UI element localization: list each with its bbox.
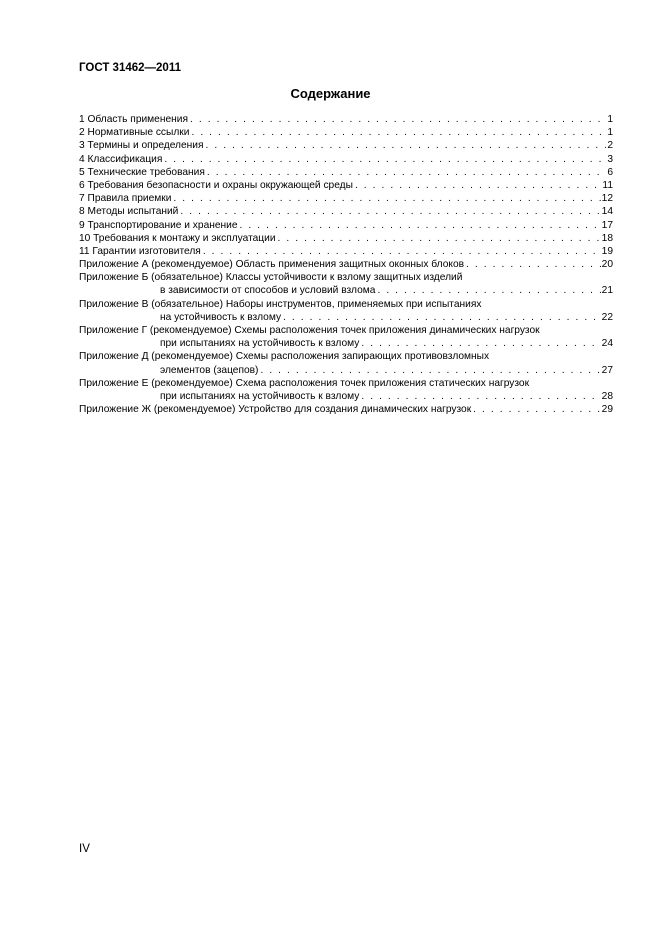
toc-page-number: 1: [607, 114, 613, 125]
toc-entry-text: Приложение Б (обязательное) Классы устойчивости к взлому защитных изделий: [79, 272, 463, 284]
page-number: IV: [79, 843, 90, 855]
toc-entry-line[interactable]: [79, 403, 613, 416]
toc-entry-line[interactable]: [79, 113, 613, 126]
toc-entry-line[interactable]: [79, 258, 613, 271]
toc-entry-line[interactable]: [79, 390, 613, 403]
toc-page-number: 29: [601, 404, 613, 416]
toc-page-number: 12: [601, 193, 613, 205]
toc-entry-line[interactable]: [79, 205, 613, 218]
toc-entry-text: элементов (зацепов): [160, 364, 259, 376]
toc-leader-dots: [205, 166, 606, 179]
toc-entry-line[interactable]: [79, 166, 613, 179]
table-of-contents: [79, 113, 613, 416]
toc-leader-dots: [375, 284, 600, 297]
toc-entry-text: 8 Методы испытаний: [79, 206, 179, 218]
toc-leader-dots: [201, 245, 601, 258]
toc-page-number: 1: [607, 127, 613, 139]
standard-code: ГОСТ 31462—2011: [79, 62, 181, 74]
toc-entry-text: при испытаниях на устойчивость к взлому: [160, 390, 360, 402]
toc-leader-dots: [281, 311, 601, 324]
toc-page-number: 19: [601, 245, 613, 257]
toc-entry-text: 11 Гарантии изготовителя: [79, 245, 201, 257]
toc-entry-text: 10 Требования к монтажу и эксплуатации: [79, 232, 276, 244]
toc-leader-dots: [359, 390, 600, 403]
toc-entry-text: 1 Область применения: [79, 114, 188, 125]
toc-leader-dots: [238, 219, 601, 232]
toc-entry-text: в зависимости от способов и условий взлома: [160, 285, 376, 297]
toc-leader-dots: [171, 192, 600, 205]
toc-entry-line[interactable]: [79, 337, 613, 350]
toc-entry-line[interactable]: [79, 311, 613, 324]
toc-entry-line[interactable]: [79, 298, 613, 311]
toc-page-number: 2: [607, 140, 613, 152]
toc-entry-line[interactable]: [79, 153, 613, 166]
toc-page-number: 18: [601, 232, 613, 244]
toc-entry-line[interactable]: [79, 364, 613, 377]
toc-title: Содержание: [290, 86, 371, 101]
toc-leader-dots: [353, 179, 601, 192]
toc-entry-line[interactable]: [79, 179, 613, 192]
toc-entry-text: Приложение Д (рекомендуемое) Схемы расположения запирающих противовзломных: [79, 351, 490, 363]
toc-entry-line[interactable]: [79, 192, 613, 205]
toc-entry-text: при испытаниях на устойчивость к взлому: [160, 338, 360, 350]
toc-page-number: 20: [601, 259, 613, 271]
toc-entry-line[interactable]: [79, 126, 613, 139]
toc-entry-text: 2 Нормативные ссылки: [79, 127, 190, 139]
toc-page-number: 14: [601, 206, 613, 218]
toc-leader-dots: [188, 113, 606, 126]
toc-leader-dots: [162, 153, 606, 166]
toc-entry-text: Приложение Е (рекомендуемое) Схема расположения точек приложения статических нагрузок: [79, 377, 530, 389]
toc-page-number: 24: [601, 338, 613, 350]
toc-leader-dots: [178, 205, 600, 218]
toc-page-number: 6: [607, 166, 613, 178]
toc-entry-line[interactable]: [79, 232, 613, 245]
toc-entry-text: Приложение Г (рекомендуемое) Схемы расположения точек приложения динамических нагрузок: [79, 325, 540, 336]
toc-leader-dots: [258, 364, 600, 377]
toc-page-number: 17: [601, 219, 613, 231]
toc-entry-line[interactable]: [79, 377, 613, 390]
toc-entry-line[interactable]: [79, 219, 613, 232]
toc-entry-text: 5 Технические требования: [79, 166, 205, 178]
toc-entry-text: Приложение Ж (рекомендуемое) Устройство для создания динамических нагрузок: [79, 404, 472, 416]
toc-leader-dots: [203, 139, 606, 152]
toc-page-number: 27: [601, 364, 613, 376]
toc-entry-text: 7 Правила приемки: [79, 193, 172, 205]
toc-entry-text: на устойчивость к взлому: [160, 311, 282, 323]
toc-entry-text: 4 Классификация: [79, 153, 163, 165]
toc-page-number: 3: [607, 153, 613, 165]
toc-leader-dots: [189, 126, 606, 139]
toc-entry-text: Приложение А (рекомендуемое) Область применения защитных оконных блоков: [79, 259, 465, 271]
toc-entry-line[interactable]: [79, 245, 613, 258]
toc-leader-dots: [359, 337, 600, 350]
toc-leader-dots: [276, 232, 601, 245]
toc-entry-line[interactable]: [79, 350, 613, 363]
toc-page-number: 11: [602, 179, 613, 191]
toc-page-number: 28: [601, 390, 613, 402]
toc-entry-line[interactable]: [79, 324, 613, 337]
toc-leader-dots: [471, 403, 600, 416]
toc-entry-line[interactable]: [79, 139, 613, 152]
toc-entry-line[interactable]: [79, 271, 613, 284]
toc-leader-dots: [464, 258, 601, 271]
toc-entry-text: Приложение В (обязательное) Наборы инструментов, применяемых при испытаниях: [79, 298, 482, 310]
toc-entry-line[interactable]: [79, 284, 613, 297]
toc-entry-text: 6 Требования безопасности и охраны окружающей среды: [79, 179, 353, 191]
toc-entry-text: 9 Транспортирование и хранение: [79, 219, 238, 231]
toc-page-number: 22: [601, 311, 613, 323]
toc-entry-text: 3 Термины и определения: [79, 140, 204, 152]
toc-page-number: 21: [601, 285, 613, 297]
